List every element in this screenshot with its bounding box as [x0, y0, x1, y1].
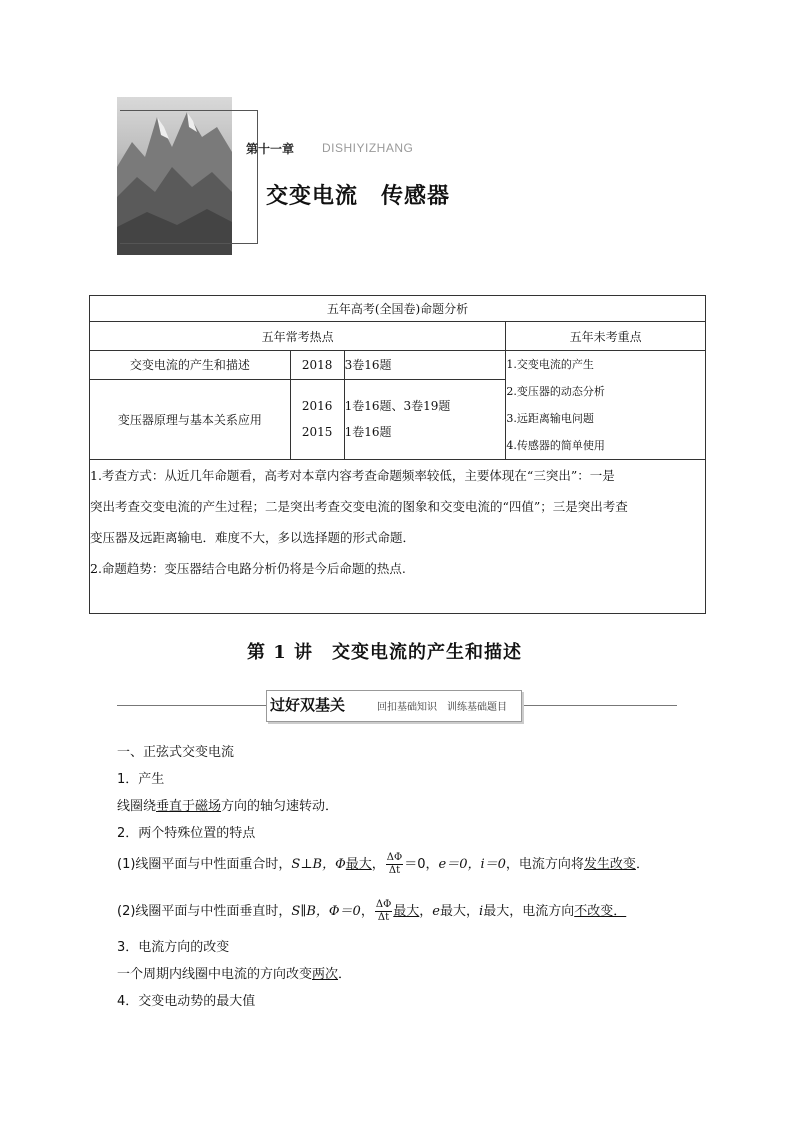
paragraph-direction-change	[117, 963, 351, 982]
underlined-answer: 垂直于磁场	[156, 799, 222, 814]
text: ，	[419, 904, 433, 919]
text: ，	[360, 904, 374, 919]
year-cell	[290, 379, 344, 459]
notes-cell	[90, 460, 706, 614]
fraction	[375, 899, 392, 924]
heading-sine-current: 一、正弦式交变电流	[117, 745, 235, 760]
text: ．	[338, 967, 352, 982]
paragraph-generation	[117, 795, 338, 814]
analysis-table	[89, 295, 706, 614]
lecture-title: 第 1 讲 交变电流的产生和描述	[247, 642, 523, 663]
note-line: 1.考查方式：从近几年命题看，高考对本章内容考查命题频率较低，主要体现在“三突出”：一是	[90, 468, 615, 483]
item-value: 1卷16题	[344, 425, 392, 440]
section-name: 过好双基关	[270, 696, 346, 714]
fraction	[386, 852, 403, 877]
col-key-header: 五年未考重点	[506, 322, 706, 351]
note-line: 2.命题趋势：变压器结合电路分析仍将是今后命题的热点.	[90, 561, 406, 576]
note-line: 变压器及远距离输电．难度不大，多以选择题的形式命题．	[90, 530, 416, 545]
item-value: 1卷16题、3卷19题	[344, 399, 451, 414]
text: 方向的轴匀速转动．	[221, 799, 339, 814]
item-cell	[344, 379, 506, 459]
underlined-answer: 不改变．	[574, 904, 627, 919]
key-point: 3.远距离输电问题	[506, 412, 594, 425]
fraction-denominator: Δt	[388, 865, 401, 876]
underlined-answer: 最大	[393, 904, 420, 919]
banner-frame	[120, 110, 258, 244]
heading-direction-change: 3．电流方向的改变	[117, 940, 230, 955]
fraction-denominator: Δt	[377, 912, 390, 923]
paragraph-position-2	[117, 897, 626, 927]
heading-generation: 1．产生	[117, 772, 165, 787]
formula: S⊥B，Φ	[291, 857, 346, 872]
key-point: 4.传感器的简单使用	[506, 439, 605, 452]
text: 最大，	[440, 904, 480, 919]
text: ＝0，	[404, 857, 439, 872]
text: 最大，电流方向	[483, 904, 575, 919]
text: ．	[635, 857, 649, 872]
chapter-label: 第十一章	[246, 142, 295, 156]
key-points-cell	[506, 351, 706, 460]
text: ，电流方向将	[505, 857, 584, 872]
table-row	[90, 351, 706, 380]
paragraph-position-1	[117, 850, 649, 880]
section-subtitle: 回扣基础知识 训练基础题目	[377, 702, 507, 713]
text: (2)线圈平面与中性面垂直时，	[117, 904, 292, 919]
topic-cell: 交变电流的产生和描述	[90, 351, 291, 380]
underlined-answer: 发生改变	[583, 857, 636, 872]
text: 一个周期内线圈中电流的方向改变	[117, 967, 313, 982]
heading-max-emf: 4．交变电动势的最大值	[117, 994, 256, 1009]
text: ，	[371, 857, 385, 872]
fraction-numerator: ΔΦ	[375, 899, 392, 910]
topic-cell: 变压器原理与基本关系应用	[90, 379, 291, 459]
year-cell: 2018	[290, 351, 344, 380]
key-point: 1.交变电流的产生	[506, 358, 594, 371]
note-line: 突出考查交变电流的产生过程；二是突出考查交变电流的图象和交变电流的“四值”；三是突出考查	[90, 499, 628, 514]
formula: S∥B，Φ＝0	[291, 904, 361, 919]
year-value: 2016	[301, 399, 333, 414]
chapter-title: 交变电流 传感器	[266, 184, 451, 209]
formula: i	[479, 904, 484, 919]
formula: e	[432, 904, 440, 919]
text: (1)线圈平面与中性面重合时，	[117, 857, 292, 872]
formula: e＝0，i＝0	[438, 857, 506, 872]
fraction-numerator: ΔΦ	[386, 852, 403, 863]
table-title: 五年高考(全国卷)命题分析	[90, 296, 706, 322]
underlined-answer: 最大	[345, 857, 372, 872]
underlined-answer: 两次	[312, 967, 339, 982]
heading-special-positions: 2．两个特殊位置的特点	[117, 826, 256, 841]
col-hot-header: 五年常考热点	[90, 322, 506, 351]
year-value: 2015	[301, 425, 333, 440]
chapter-en: DISHIYIZHANG	[322, 141, 414, 155]
key-point: 2.变压器的动态分析	[506, 385, 605, 398]
text: 线圈绕	[117, 799, 157, 814]
item-cell: 3卷16题	[344, 351, 506, 380]
